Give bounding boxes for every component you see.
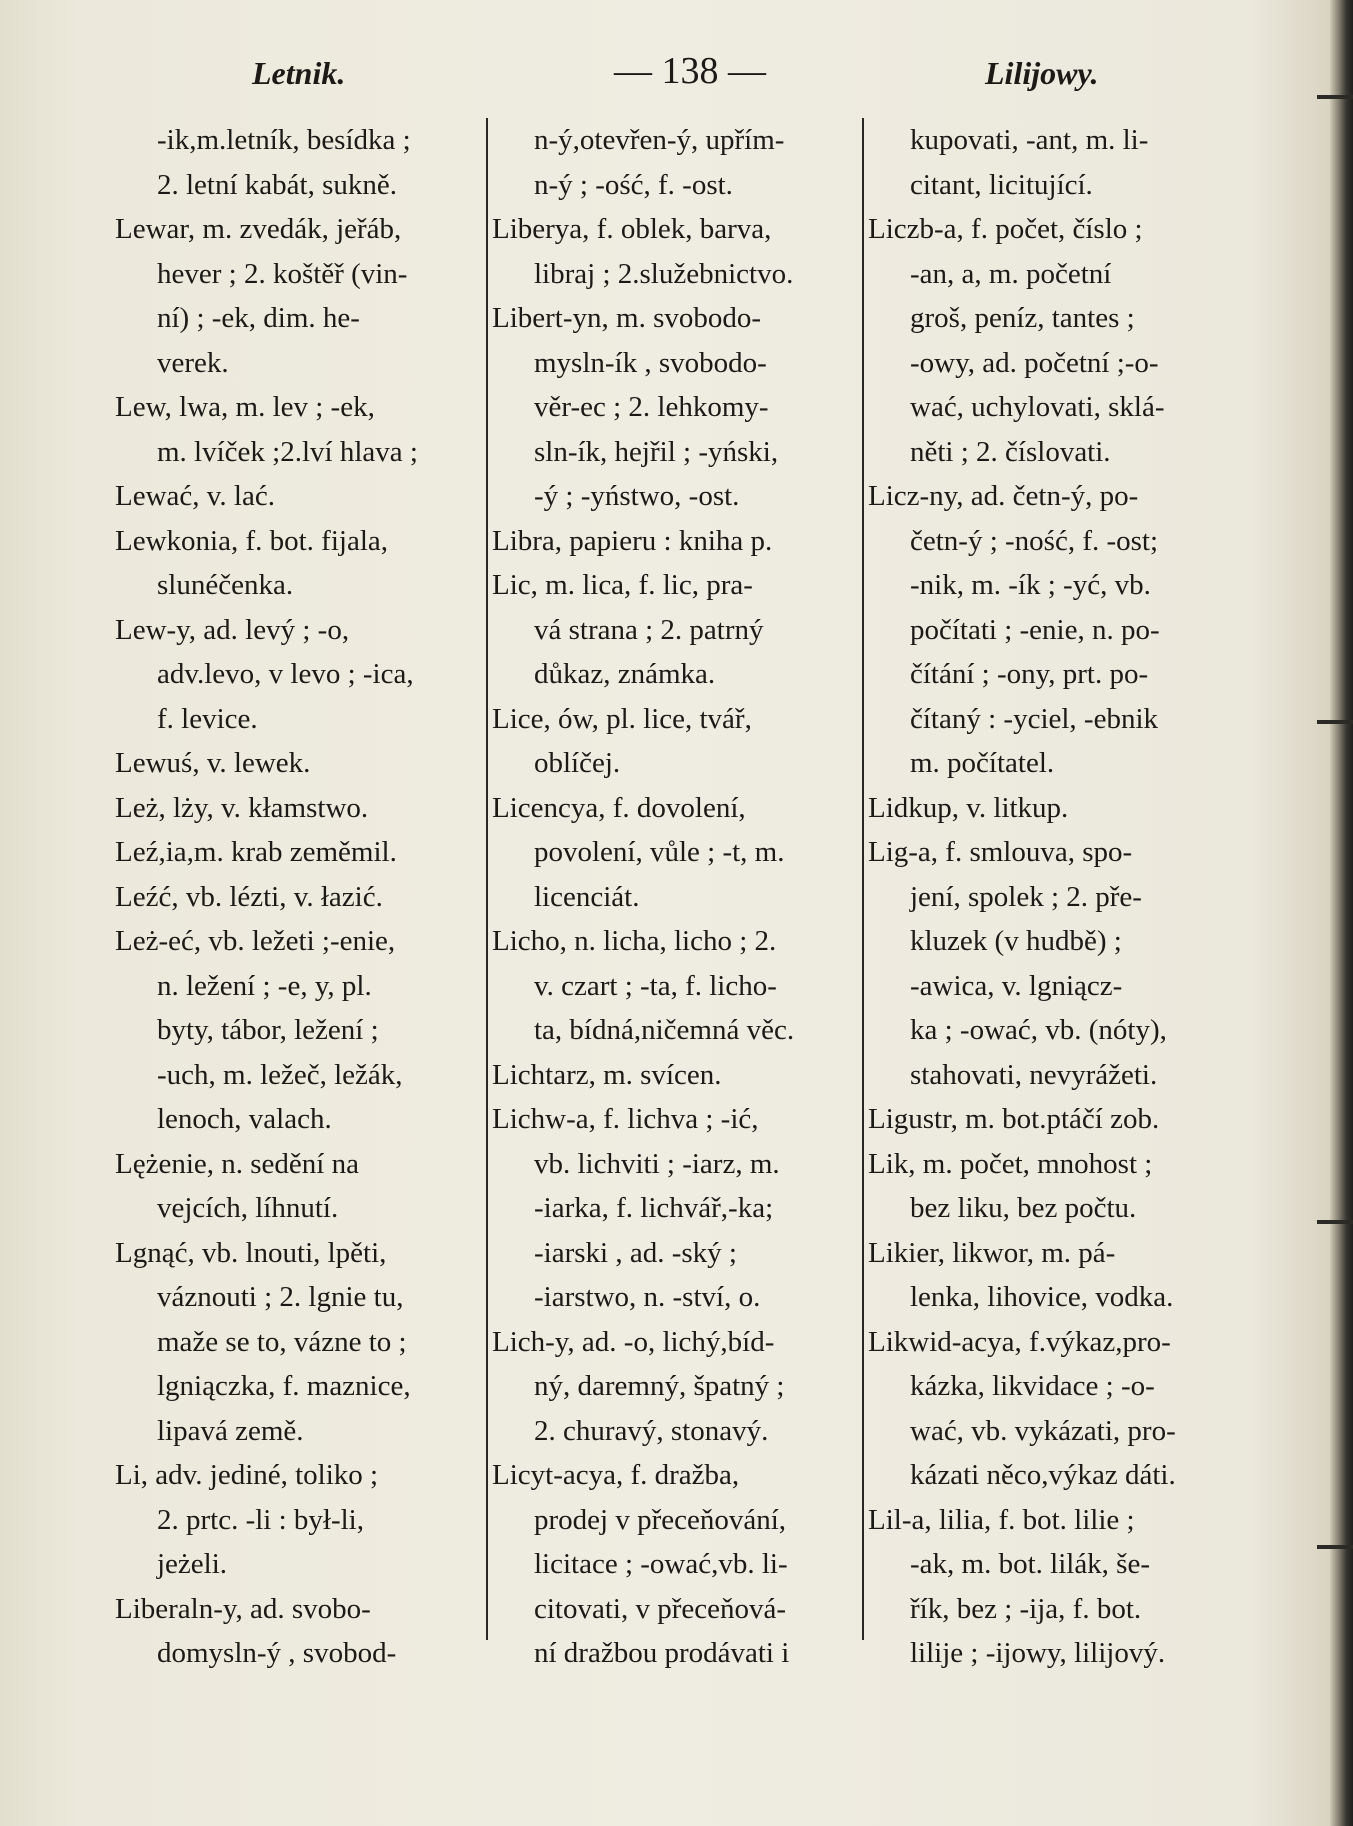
page-header	[0, 50, 1330, 115]
entry-line: jení, spolek ; 2. pře-	[910, 880, 1142, 913]
entry-line: -iarski , ad. -ský ;	[534, 1236, 737, 1269]
entry-line: Leźć, vb. lézti, v. łazić.	[115, 880, 383, 913]
entry-line: lenka, lihovice, vodka.	[910, 1281, 1174, 1313]
entry-line: oblíčej.	[534, 747, 621, 779]
entry-line: wać, vb. vykázati, pro-	[910, 1414, 1176, 1447]
entry-line: adv.levo, v levo ; -ica,	[157, 658, 414, 690]
entry-line: maže se to, vázne to ;	[157, 1325, 407, 1358]
entry-line: Leż, lży, v. kłamstwo.	[115, 791, 369, 824]
entry-line: Licyt-acya, f. dražba,	[492, 1459, 740, 1491]
spine-mark	[1317, 1220, 1353, 1224]
entry-line: Leż-eć, vb. ležeti ;-enie,	[115, 925, 396, 957]
entry-line: lenoch, valach.	[157, 1103, 332, 1135]
entry-line: četn-ý ; -ność, f. -ost;	[910, 524, 1159, 557]
entry-line: -ý ; -yństwo, -ost.	[534, 480, 740, 512]
entry-line: Licz-ny, ad. četn-ý, po-	[868, 480, 1139, 512]
entry-line: licitace ; -ować,vb. li-	[534, 1548, 788, 1580]
entry-line: mysln-ík , svobodo-	[534, 346, 767, 379]
entry-line: -uch, m. ležeč, ležák,	[157, 1058, 403, 1091]
page-number: — 138 —	[614, 50, 766, 92]
spine-mark	[1317, 95, 1353, 99]
entry-line: byty, tábor, ležení ;	[157, 1014, 379, 1046]
entry-line: lipavá země.	[157, 1414, 304, 1447]
entry-line: 2. churavý, stonavý.	[534, 1414, 769, 1447]
entry-line: libraj ; 2.služebnictvo.	[534, 257, 794, 290]
entry-line: bez liku, bez počtu.	[910, 1192, 1137, 1224]
entry-line: ní) ; -ek, dim. he-	[157, 302, 360, 334]
entry-line: jeżeli.	[157, 1548, 228, 1580]
entry-line: n-ý ; -ość, f. -ost.	[534, 168, 733, 201]
entry-line: 2. letní kabát, sukně.	[157, 168, 398, 201]
entry-line: groš, peníz, tantes ;	[910, 302, 1135, 334]
entry-line: lilije ; -ijowy, lilijový.	[910, 1637, 1166, 1669]
entry-line: váznouti ; 2. lgnie tu,	[157, 1281, 404, 1313]
entry-line: licenciát.	[534, 880, 640, 913]
entry-line: citant, licitující.	[910, 168, 1093, 201]
entry-line: -owy, ad. početní ;-o-	[910, 346, 1159, 379]
entry-line: verek.	[157, 346, 229, 379]
entry-line: Likier, likwor, m. pá-	[868, 1236, 1116, 1269]
entry-line: Libra, papieru : kniha p.	[492, 524, 773, 557]
entry-line: Lik, m. počet, mnohost ;	[868, 1147, 1153, 1180]
spine-mark	[1317, 1545, 1353, 1549]
entry-line: počítati ; -enie, n. po-	[910, 613, 1160, 646]
entry-line: ta, bídná,ničemná věc.	[534, 1014, 795, 1046]
entry-line: Lich-y, ad. -o, lichý,bíd-	[492, 1325, 775, 1358]
entry-line: čítaný : -yciel, -ebnik	[910, 702, 1159, 735]
entry-line: kázati něco,výkaz dáti.	[910, 1459, 1176, 1491]
entry-line: kupovati, -ant, m. li-	[910, 124, 1149, 156]
entry-line: Ligustr, m. bot.ptáčí zob.	[868, 1103, 1160, 1135]
entry-line: vá strana ; 2. patrný	[534, 613, 764, 646]
entry-line: Likwid-acya, f.výkaz,pro-	[868, 1325, 1171, 1358]
entry-line: něti ; 2. číslovati.	[910, 435, 1111, 468]
entry-line: slunéčenka.	[157, 569, 294, 601]
entry-line: -an, a, m. početní	[910, 257, 1112, 290]
left-guide-word: Letnik.	[252, 55, 346, 91]
right-guide-word: Lilijowy.	[985, 55, 1099, 91]
entry-line: n. ležení ; -e, y, pl.	[157, 969, 372, 1002]
entry-line: prodej v přeceňování,	[534, 1503, 787, 1536]
entry-line: sln-ík, hejřil ; -yński,	[534, 435, 779, 468]
entry-line: Li, adv. jediné, toliko ;	[115, 1459, 379, 1491]
entry-line: řík, bez ; -ija, f. bot.	[910, 1592, 1142, 1625]
entry-line: vejcích, líhnutí.	[157, 1192, 339, 1224]
entry-line: Licho, n. licha, licho ; 2.	[492, 925, 777, 957]
entry-line: Lewar, m. zvedák, jeřáb,	[115, 213, 402, 245]
entry-line: ka ; -ować, vb. (nóty),	[910, 1014, 1167, 1046]
column-1	[115, 118, 485, 1758]
entry-line: Lig-a, f. smlouva, spo-	[868, 836, 1133, 868]
book-spine-edge	[1330, 0, 1353, 1826]
entry-line: vb. lichviti ; -iarz, m.	[534, 1147, 780, 1180]
entry-line: čítání ; -ony, prt. po-	[910, 658, 1149, 690]
entry-line: m. lvíček ;2.lví hlava ;	[157, 435, 418, 468]
entry-line: -ak, m. bot. lilák, še-	[910, 1548, 1151, 1580]
entry-line: hever ; 2. koštěř (vin-	[157, 257, 408, 290]
entry-line: Liberya, f. oblek, barva,	[492, 213, 772, 245]
entry-line: Lew-y, ad. levý ; -o,	[115, 613, 350, 646]
entry-line: ní dražbou prodávati i	[534, 1637, 790, 1669]
entry-line: domysln-ý , svobod-	[157, 1637, 397, 1669]
entry-line: kluzek (v hudbě) ;	[910, 925, 1122, 957]
entry-line: Lidkup, v. litkup.	[868, 791, 1069, 824]
entry-line: věr-ec ; 2. lehkomy-	[534, 391, 769, 423]
spine-mark	[1317, 720, 1353, 724]
entry-line: -awica, v. lgniącz-	[910, 969, 1123, 1002]
entry-line: Lewkonia, f. bot. fijala,	[115, 524, 388, 557]
entry-line: Liberaln-y, ad. svobo-	[115, 1592, 371, 1625]
entry-line: Lichtarz, m. svícen.	[492, 1058, 722, 1091]
entry-line: -iarstwo, n. -ství, o.	[534, 1281, 761, 1313]
entry-line: -nik, m. -ík ; -yć, vb.	[910, 569, 1151, 601]
entry-line: povolení, vůle ; -t, m.	[534, 836, 785, 868]
entry-line: citovati, v přeceňová-	[534, 1592, 787, 1625]
entry-line: Lic, m. lica, f. lic, pra-	[492, 569, 753, 601]
entry-line: -ik,m.letník, besídka ;	[157, 124, 411, 156]
entry-line: -iarka, f. lichvář,-ka;	[534, 1192, 774, 1224]
text-columns	[0, 118, 1330, 1808]
column-rule-2	[862, 118, 864, 1640]
entry-line: lgniączka, f. maznice,	[157, 1370, 411, 1402]
entry-line: Lewać, v. lać.	[115, 480, 275, 512]
entry-line: n-ý,otevřen-ý, upřím-	[534, 124, 785, 156]
column-3	[868, 118, 1243, 1758]
entry-line: wać, uchylovati, sklá-	[910, 391, 1165, 423]
entry-line: Lil-a, lilia, f. bot. lilie ;	[868, 1503, 1135, 1536]
entry-line: f. levice.	[157, 702, 258, 735]
entry-line: Lewuś, v. lewek.	[115, 747, 311, 779]
entry-line: kázka, likvidace ; -o-	[910, 1370, 1155, 1402]
entry-line: Liczb-a, f. počet, číslo ;	[868, 213, 1143, 245]
entry-line: Lew, lwa, m. lev ; -ek,	[115, 391, 375, 423]
entry-line: Lężenie, n. sedění na	[115, 1147, 359, 1180]
entry-line: ný, daremný, špatný ;	[534, 1370, 785, 1402]
column-2	[492, 118, 862, 1758]
entry-line: Lichw-a, f. lichva ; -ić,	[492, 1103, 759, 1135]
entry-line: Libert-yn, m. svobodo-	[492, 302, 762, 334]
column-rule-1	[486, 118, 488, 1640]
entry-line: Lgnąć, vb. lnouti, lpěti,	[115, 1236, 387, 1269]
entry-line: Licencya, f. dovolení,	[492, 791, 746, 824]
entry-line: Lice, ów, pl. lice, tvář,	[492, 702, 752, 735]
entry-line: důkaz, známka.	[534, 658, 716, 690]
entry-line: 2. prtc. -li : był-li,	[157, 1503, 364, 1536]
entry-line: v. czart ; -ta, f. licho-	[534, 969, 777, 1002]
entry-line: m. počítatel.	[910, 747, 1055, 779]
entry-line: stahovati, nevyrážeti.	[910, 1058, 1158, 1091]
entry-line: Leź,ia,m. krab zeměmil.	[115, 836, 397, 868]
